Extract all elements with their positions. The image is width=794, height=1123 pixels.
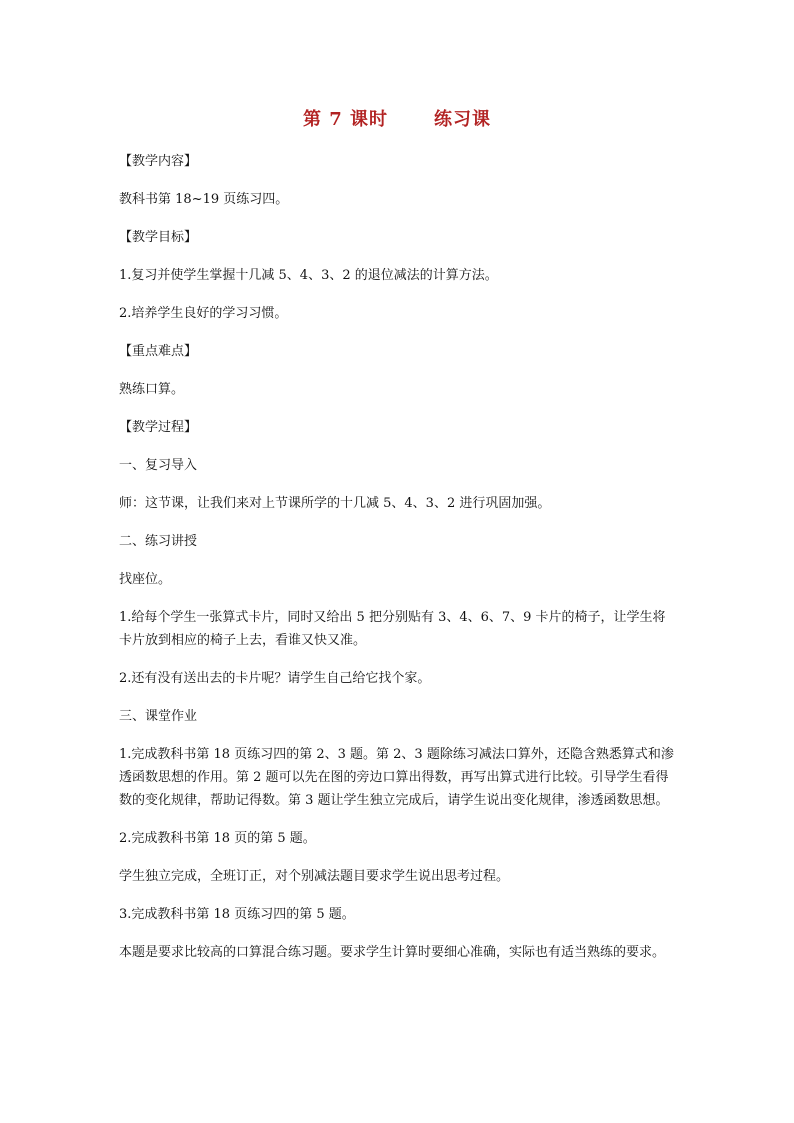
paragraph: 1.给每个学生一张算式卡片，同时又给出 5 把分别贴有 3、4、6、7、9 卡片的椅子，让学生将卡片放到相应的椅子上去，看谁又快又准。 [119,610,666,648]
section-heading-process: 【教学过程】 [119,420,198,435]
title-lesson-number: 第 7 课时 [302,109,389,130]
paragraph: 师：这节课，让我们来对上节课所学的十几减 5、4、3、2 进行巩固加强。 [119,496,551,511]
section-heading-key-points: 【重点难点】 [119,344,198,359]
paragraph: 教科书第 18~19 页练习四。 [119,192,289,207]
subsection-heading: 二、练习讲授 [119,534,198,549]
subsection-heading: 一、复习导入 [119,458,198,473]
paragraph: 本题是要求比较高的口算混合练习题。要求学生计算时要细心准确，实际也有适当熟练的要求。 [119,945,666,960]
paragraph: 学生独立完成，全班订正，对个别减法题目要求学生说出思考过程。 [119,869,510,884]
section-heading-goals: 【教学目标】 [119,230,198,245]
paragraph: 2.培养学生良好的学习习惯。 [119,306,288,321]
subsection-heading: 三、课堂作业 [119,709,198,724]
paragraph: 2.完成教科书第 18 页的第 5 题。 [119,831,316,846]
paragraph: 1.复习并使学生掌握十几减 5、4、3、2 的退位减法的计算方法。 [119,268,498,283]
title-lesson-name: 练习课 [434,109,492,130]
document-body [119,150,675,979]
paragraph: 3.完成教科书第 18 页练习四的第 5 题。 [119,907,355,922]
paragraph: 1.完成教科书第 18 页练习四的第 2、3 题。第 2、3 题除练习减法口算外，还隐含熟悉算式和渗透函数思想的作用。第 2 题可以先在图的旁边口算出得数，再写出算式进行比较。引导学生看得数的变化规律，帮助记得数。第 3 题让学生独立完成后，请学生说出变化规律，渗透函数思想。 [119,747,674,808]
section-heading-content: 【教学内容】 [119,154,198,169]
paragraph: 2.还有没有送出去的卡片呢？请学生自己给它找个家。 [119,671,431,686]
paragraph: 熟练口算。 [119,382,185,397]
paragraph: 找座位。 [119,572,172,587]
page-title [0,105,794,131]
